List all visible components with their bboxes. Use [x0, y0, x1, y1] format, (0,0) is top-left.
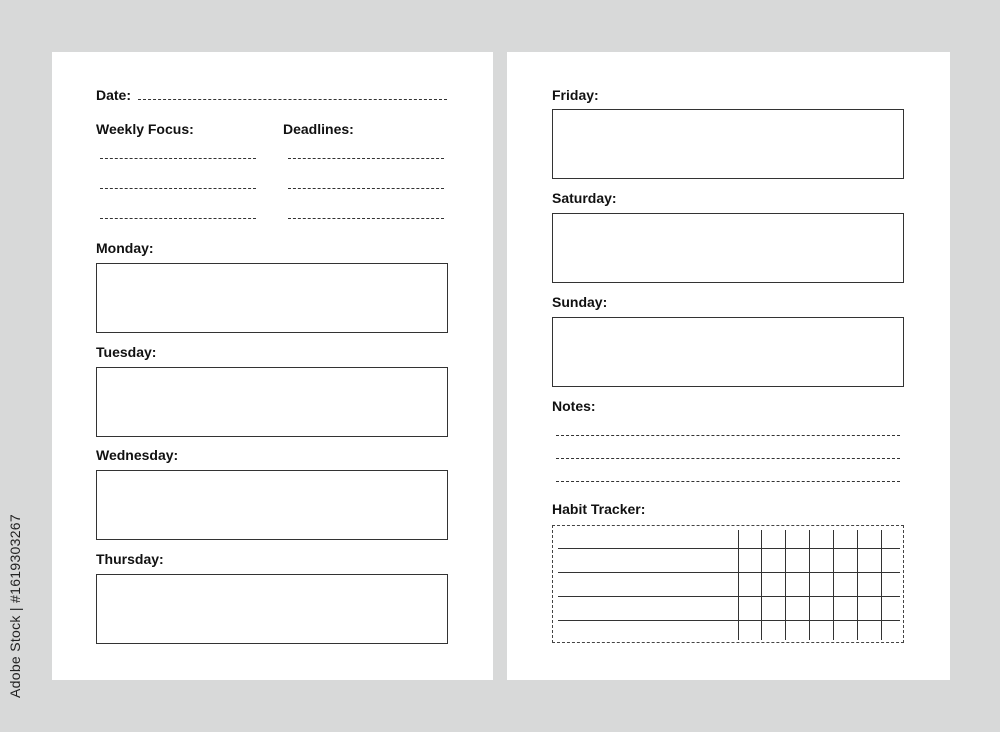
habit-row-line	[558, 548, 900, 549]
notes-line[interactable]	[556, 435, 900, 436]
friday-box[interactable]	[552, 109, 904, 179]
deadlines-label: Deadlines:	[283, 121, 354, 137]
habit-row-line	[558, 572, 900, 573]
saturday-label: Saturday:	[552, 190, 617, 206]
monday-box[interactable]	[96, 263, 448, 333]
habit-day-column	[785, 530, 786, 640]
monday-label: Monday:	[96, 240, 154, 256]
habit-day-column	[738, 530, 739, 640]
habit-tracker-label: Habit Tracker:	[552, 501, 646, 517]
stock-watermark-text: Adobe Stock | #1619303267	[7, 514, 23, 698]
wednesday-label: Wednesday:	[96, 447, 179, 463]
planner-page-right	[507, 52, 950, 680]
saturday-box[interactable]	[552, 213, 904, 283]
weekly-focus-label: Weekly Focus:	[96, 121, 194, 137]
weekly-focus-line[interactable]	[100, 188, 256, 189]
habit-day-column	[809, 530, 810, 640]
notes-line[interactable]	[556, 481, 900, 482]
habit-tracker-grid[interactable]	[552, 525, 904, 643]
weekly-focus-line[interactable]	[100, 218, 256, 219]
thursday-label: Thursday:	[96, 551, 164, 567]
tuesday-box[interactable]	[96, 367, 448, 437]
deadline-line[interactable]	[288, 158, 444, 159]
friday-label: Friday:	[552, 87, 599, 103]
date-label: Date:	[96, 87, 132, 103]
sunday-label: Sunday:	[552, 294, 608, 310]
habit-day-column	[881, 530, 882, 640]
date-line[interactable]	[138, 99, 447, 100]
habit-row-line	[558, 620, 900, 621]
habit-row-line	[558, 596, 900, 597]
deadline-line[interactable]	[288, 188, 444, 189]
planner-page-left	[52, 52, 493, 680]
weekly-focus-line[interactable]	[100, 158, 256, 159]
deadline-line[interactable]	[288, 218, 444, 219]
habit-day-column	[833, 530, 834, 640]
habit-day-column	[761, 530, 762, 640]
tuesday-label: Tuesday:	[96, 344, 157, 360]
stock-watermark	[8, 486, 22, 726]
wednesday-box[interactable]	[96, 470, 448, 540]
habit-day-column	[857, 530, 858, 640]
notes-label: Notes:	[552, 398, 596, 414]
sunday-box[interactable]	[552, 317, 904, 387]
notes-line[interactable]	[556, 458, 900, 459]
thursday-box[interactable]	[96, 574, 448, 644]
